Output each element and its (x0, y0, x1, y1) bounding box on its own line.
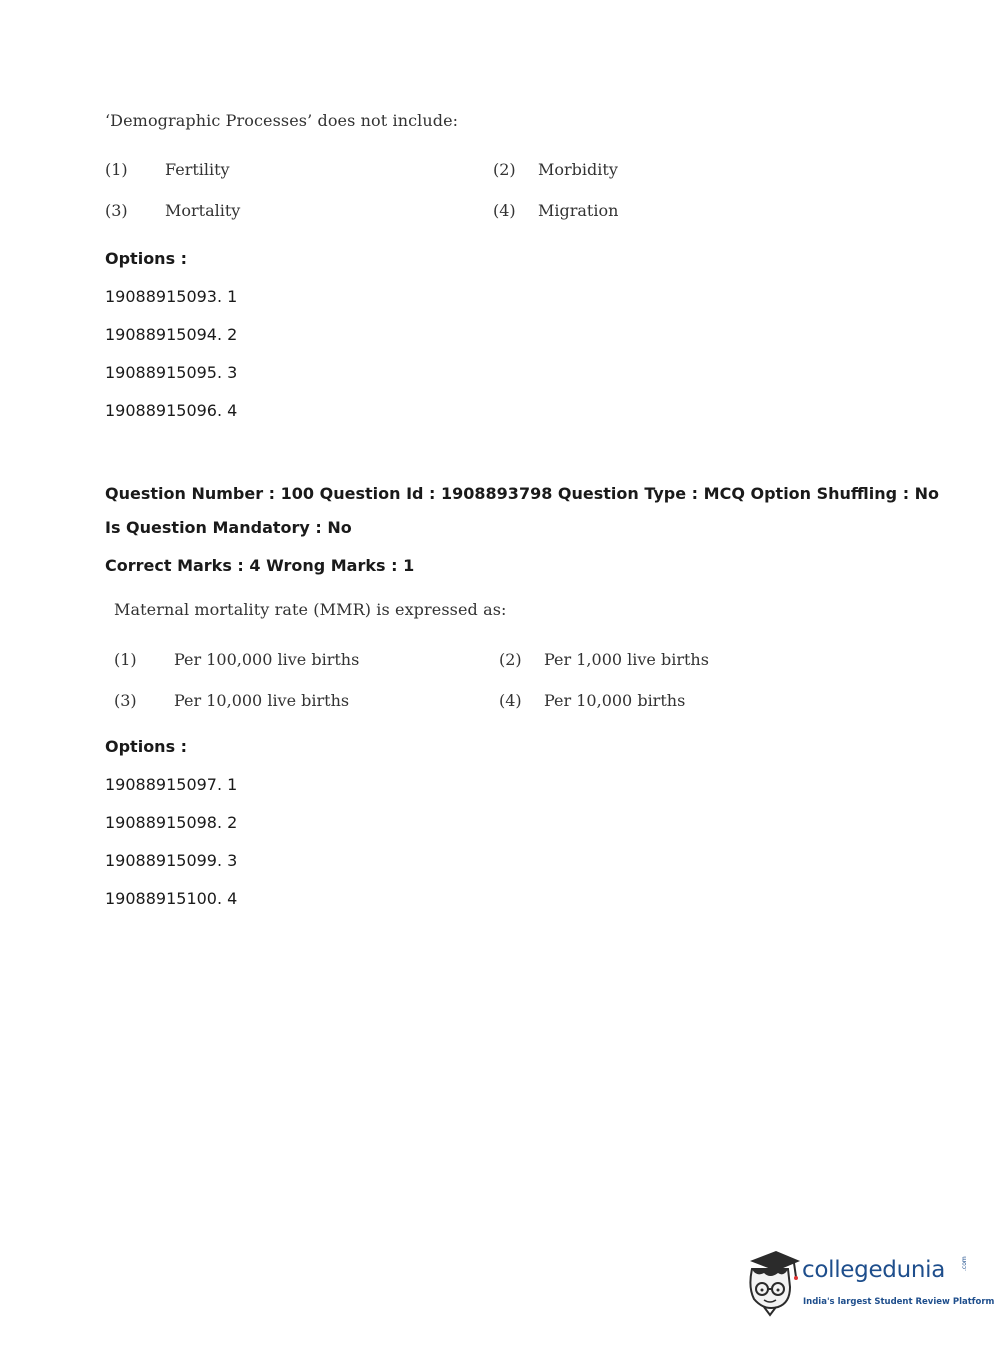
question-marks: Correct Marks : 4 Wrong Marks : 1 (105, 556, 415, 575)
option-text: Per 100,000 live births (174, 650, 360, 669)
option-number: (4) (493, 201, 516, 220)
option-text: Morbidity (538, 160, 618, 179)
option-id: 19088915099. 3 (105, 851, 238, 870)
option-text: Migration (538, 201, 619, 220)
option-text: Fertility (165, 160, 230, 179)
option-id: 19088915093. 1 (105, 287, 238, 306)
logo-wordmark: collegedunia (802, 1257, 946, 1283)
logo-tagline: India's largest Student Review Platform (803, 1297, 995, 1307)
option-id: 19088915094. 2 (105, 325, 238, 344)
collegedunia-logo (742, 1247, 995, 1317)
option-number: (3) (105, 201, 128, 220)
option-number: (2) (499, 650, 522, 669)
options-label: Options : (105, 737, 188, 756)
option-number: (3) (114, 691, 137, 710)
option-id: 19088915095. 3 (105, 363, 238, 382)
options-label: Options : (105, 249, 188, 268)
question-100-text: Maternal mortality rate (MMR) is expressed as: (114, 600, 507, 619)
option-number: (1) (114, 650, 137, 669)
option-id: 19088915098. 2 (105, 813, 238, 832)
option-text: Per 1,000 live births (544, 650, 709, 669)
option-text: Mortality (165, 201, 241, 220)
option-text: Per 10,000 births (544, 691, 686, 710)
question-99-text: ‘Demographic Processes’ does not include: (105, 111, 459, 130)
question-mandatory: Is Question Mandatory : No (105, 518, 352, 537)
option-text: Per 10,000 live births (174, 691, 350, 710)
option-number: (1) (105, 160, 128, 179)
option-number: (2) (493, 160, 516, 179)
option-id: 19088915097. 1 (105, 775, 238, 794)
question-meta: Question Number : 100 Question Id : 1908893798 Question Type : MCQ Option Shuffling : No (105, 484, 940, 503)
logo-suffix: .com (961, 1256, 968, 1271)
option-id: 19088915096. 4 (105, 401, 238, 420)
option-number: (4) (499, 691, 522, 710)
mascot-icon (742, 1247, 802, 1317)
option-id: 19088915100. 4 (105, 889, 238, 908)
